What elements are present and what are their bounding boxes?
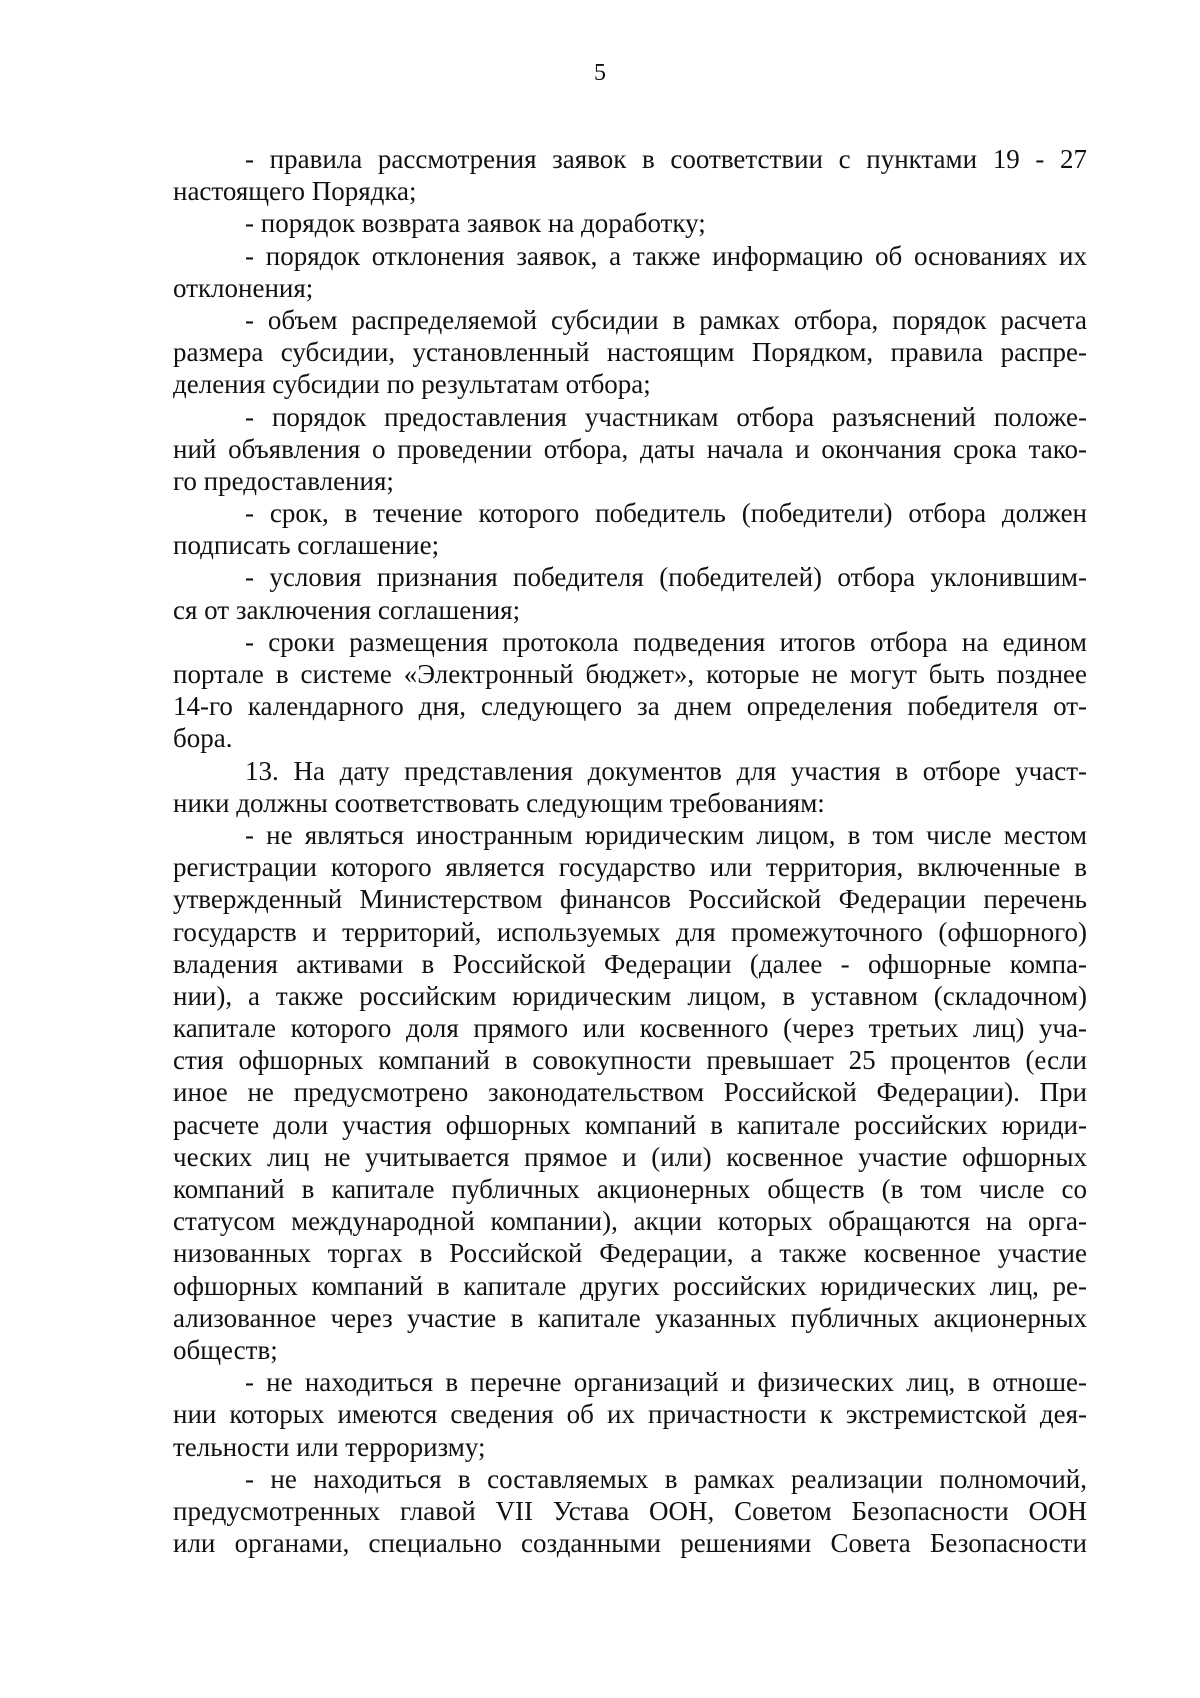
text-line: утвержденный Министерством финансов Российской Федерации перечень [173,884,1087,915]
text-line: предусмотренных главой VII Устава ООН, Советом Безопасности ООН [173,1495,1087,1526]
text-line: - порядок возврата заявок на доработку; [245,208,706,239]
text-line: ся от заключения соглашения; [173,594,521,625]
text-line: - срок, в течение которого победитель (победители) отбора должен [245,498,1087,529]
text-line: ализованное через участие в капитале указанных публичных акционерных [173,1302,1087,1333]
text-line: обществ; [173,1334,278,1365]
text-line: подписать соглашение; [173,530,440,561]
document-body [173,143,1087,1559]
text-line: расчете доли участия офшорных компаний в капитале российских юриди- [173,1109,1087,1140]
text-line: владения активами в Российской Федерации (далее - офшорные компа- [173,948,1087,979]
text-line: 13. На дату представления документов для участия в отборе участ- [245,755,1087,786]
text-line: отклонения; [173,272,314,303]
text-line: иное не предусмотрено законодательством Российской Федерации). При [173,1077,1087,1108]
text-line: настоящего Порядка; [173,176,417,207]
text-line: стия офшорных компаний в совокупности превышает 25 процентов (если [173,1045,1087,1076]
text-line: - не находиться в перечне организаций и физических лиц, в отноше- [245,1367,1087,1398]
text-line: капитале которого доля прямого или косвенного (через третьих лиц) уча- [173,1013,1087,1044]
text-line: - порядок отклонения заявок, а также информацию об основаниях их [245,240,1087,271]
text-line: ческих лиц не учитывается прямое и (или) косвенное участие офшорных [173,1141,1087,1172]
text-line: - сроки размещения протокола подведения итогов отбора на едином [245,626,1087,657]
text-line: портале в системе «Электронный бюджет», которые не могут быть позднее [173,659,1087,689]
text-line: статусом международной компании), акции которых обращаются на орга- [173,1206,1087,1237]
text-line: - порядок предоставления участникам отбора разъяснений положе- [245,401,1087,432]
text-line: - правила рассмотрения заявок в соответствии с пунктами 19 - 27 [245,144,1087,174]
text-line: бора. [173,723,233,754]
text-line: государств и территорий, используемых для промежуточного (офшорного) [173,916,1087,947]
text-line: размера субсидии, установленный настоящим Порядком, правила распре- [173,337,1087,368]
text-line: ники должны соответствовать следующим требованиям: [173,787,825,818]
text-line: компаний в капитале публичных акционерных обществ (в том числе со [173,1174,1087,1204]
text-line: деления субсидии по результатам отбора; [173,369,651,400]
text-line: 14-го календарного дня, следующего за днем определения победителя от- [173,691,1087,722]
text-line: - условия признания победителя (победителей) отбора уклонившим- [245,562,1087,593]
text-line: тельности или терроризму; [173,1431,486,1462]
text-line: ний объявления о проведении отбора, даты начала и окончания срока тако- [173,433,1087,464]
text-line: - не являться иностранным юридическим лицом, в том числе местом [245,819,1087,850]
text-line: или органами, специально созданными решениями Совета Безопасности [173,1528,1087,1559]
text-line: регистрации которого является государство или территория, включенные в [173,852,1087,883]
text-line: - объем распределяемой субсидии в рамках отбора, порядок расчета [245,304,1087,335]
text-line: нии), а также российским юридическим лицом, в уставном (складочном) [173,980,1087,1011]
page-number: 5 [594,60,606,86]
text-line: нии которых имеются сведения об их причастности к экстремистской дея- [173,1399,1087,1430]
text-line: офшорных компаний в капитале других российских юридических лиц, ре- [173,1270,1087,1301]
text-line: низованных торгах в Российской Федерации, а также косвенное участие [173,1238,1087,1269]
text-line: го предоставления; [173,465,394,496]
text-line: - не находиться в составляемых в рамках реализации полномочий, [245,1463,1087,1494]
